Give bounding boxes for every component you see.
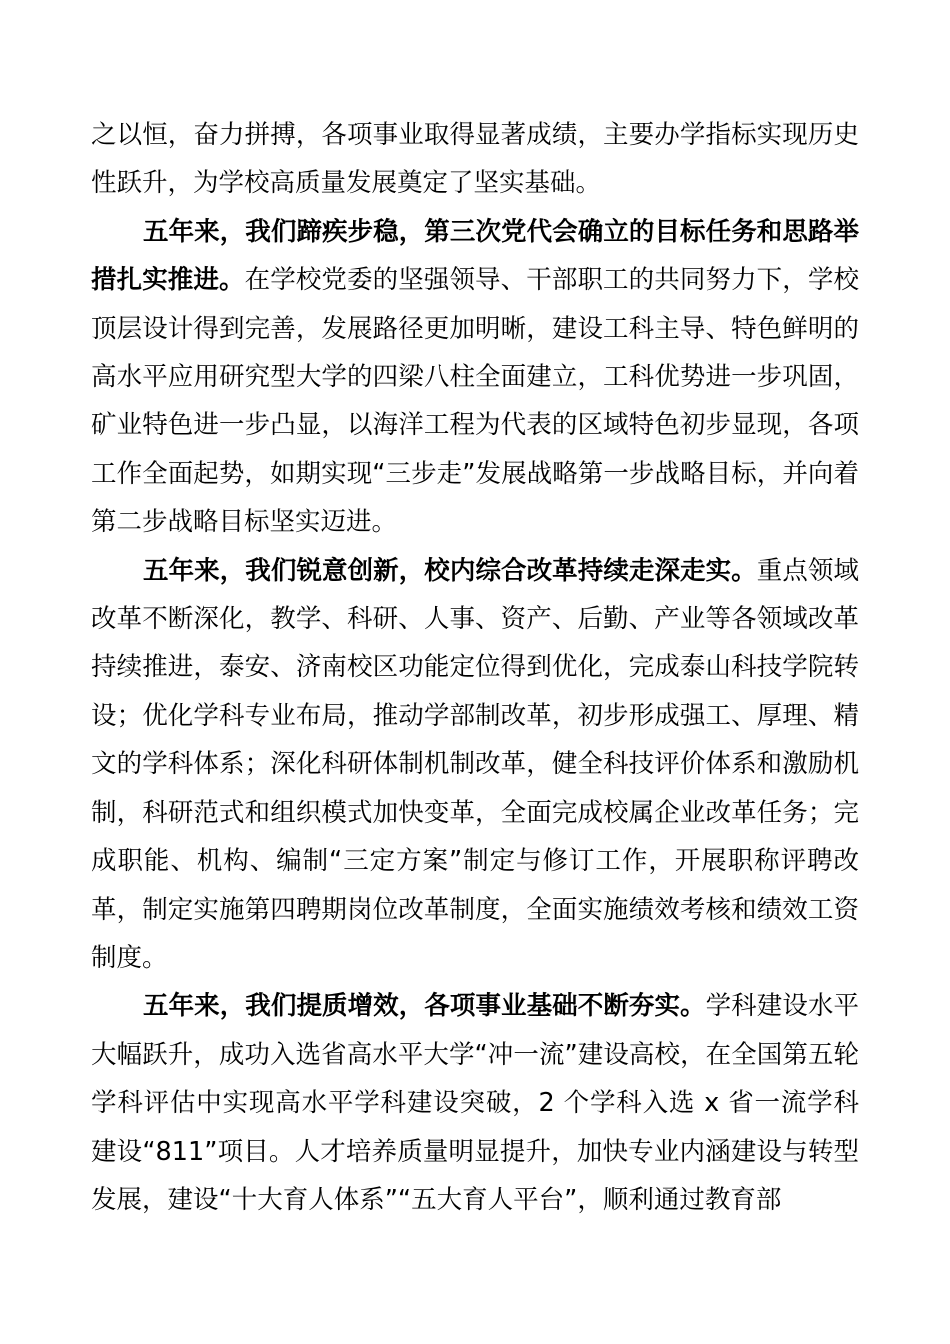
paragraph-lead: 五年来，我们提质增效，各项事业基础不断夯实。 <box>143 991 706 1022</box>
paragraph-body: 之以恒，奋力拼搏，各项事业取得显著成绩，主要办学指标实现历史性跃升，为学校高质量发展奠定了坚实基础。 <box>91 120 859 199</box>
paragraph-body: 在学校党委的坚强领导、干部职工的共同努力下，学校顶层设计得到完善，发展路径更加明晰，建设工科主导、特色鲜明的高水平应用研究型大学的四梁八柱全面建立，工科优势进一步巩固，矿业特色进一步凸显，以海洋工程为代表的区域特色初步显现，各项工作全面起势，如期实现“三步走”发展战略第一步战略目标，并向着第二步战略目标坚实迈进。 <box>91 265 859 538</box>
paragraph-foundation <box>91 982 859 1224</box>
paragraph-continuation <box>91 111 859 208</box>
paragraph-reform <box>91 547 859 983</box>
body-text <box>91 111 859 1224</box>
paragraph-lead: 五年来，我们蹄疾步稳，第三次党代会确立的目标任务和思路举措扎实推进。 <box>91 216 859 296</box>
paragraph-achievements <box>91 208 859 547</box>
paragraph-body: 重点领域改革不断深化，教学、科研、人事、资产、后勤、产业等各领域改革持续推进，泰安、济南校区功能定位得到优化，完成泰山科技学院转设；优化学科专业布局，推动学部制改革，初步形成强工、厚理、精文的学科体系；深化科研体制机制改革，健全科技评价体系和激励机制，科研范式和组织模式加快变革，全面完成校属企业改革任务；完成职能、机构、编制“三定方案”制定与修订工作，开展职称评聘改革，制定实施第四聘期岗位改革制度，全面实施绩效考核和绩效工资制度。 <box>91 555 859 973</box>
paragraph-body: 学科建设水平大幅跃升，成功入选省高水平大学“冲一流”建设高校，在全国第五轮学科评估中实现高水平学科建设突破，2 个学科入选 x 省一流学科建设“811”项目。人才培养质量明显提升，加快专业内涵建设与转型发展，建设“十大育人体系”“五大育人平台”，顺利通过教育部 <box>91 991 859 1215</box>
paragraph-lead: 五年来，我们锐意创新，校内综合改革持续走深走实。 <box>143 555 757 586</box>
